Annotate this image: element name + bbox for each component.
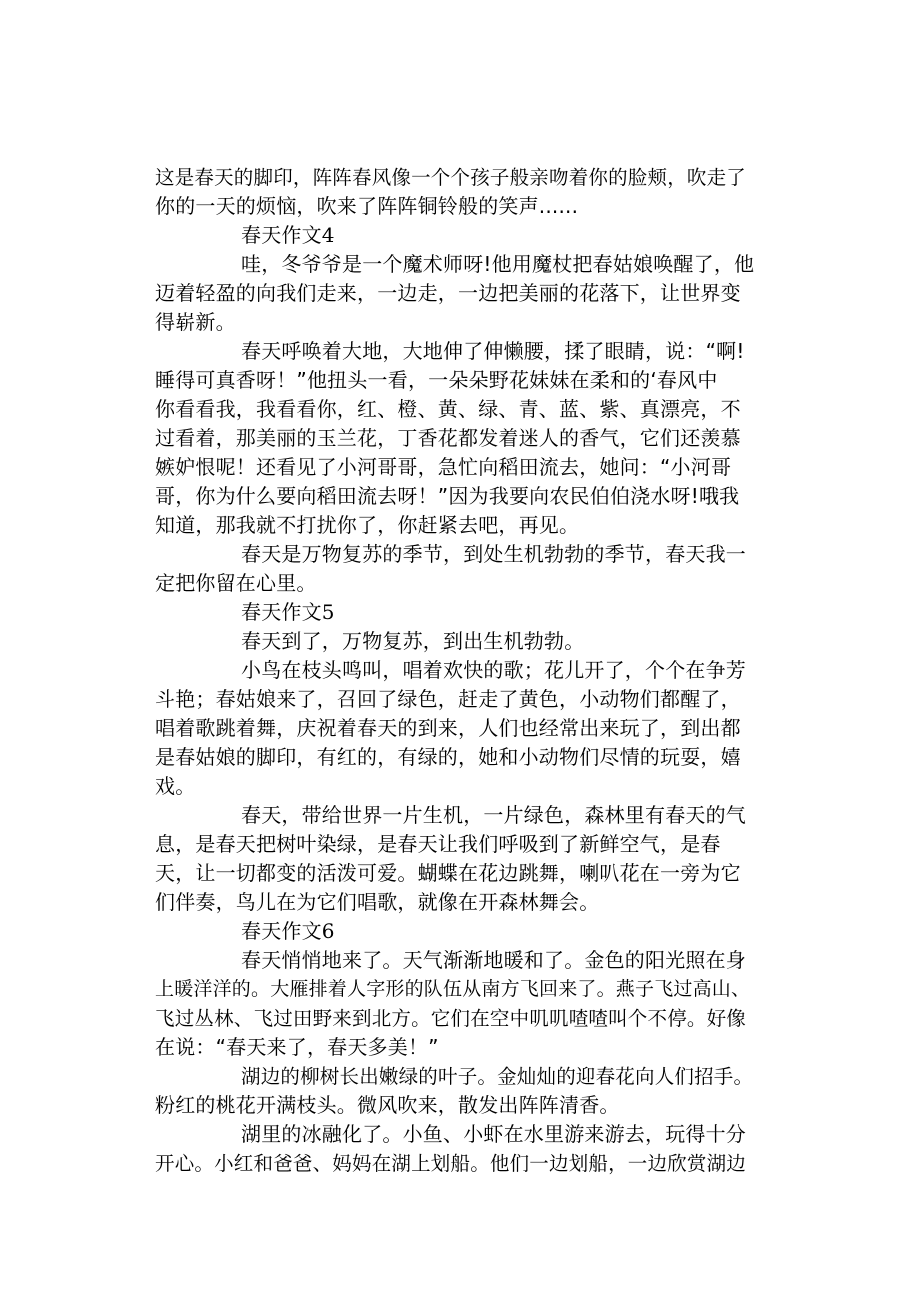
text-line: 春天呼唤着大地，大地伸了伸懒腰，揉了眼睛，说：“啊! — [241, 339, 745, 363]
text-line: 在说：“春天来了，春天多美！” — [155, 1035, 439, 1059]
text-line: 睡得可真香呀！”他扭头一看，一朵朵野花妹妹在柔和的‘春风中 — [155, 368, 718, 392]
section-heading: 春天作文4 — [241, 223, 335, 247]
text-line: 定把你留在心里。 — [155, 571, 317, 595]
text-line: 斗艳；春姑娘来了，召回了绿色，赶走了黄色，小动物们都醒了， — [155, 687, 741, 711]
text-line: 得崭新。 — [155, 310, 236, 334]
text-line: 粉红的桃花开满枝头。微风吹来，散发出阵阵清香。 — [155, 1093, 620, 1117]
text-line: 是春姑娘的脚印，有红的，有绿的，她和小动物们尽情的玩耍，嬉 — [155, 745, 741, 769]
text-line: 春天悄悄地来了。天气渐渐地暖和了。金色的阳光照在身 — [241, 948, 746, 972]
text-line: 哇，冬爷爷是一个魔术师呀!他用魔杖把春姑娘唤醒了，他 — [241, 252, 755, 276]
section-heading: 春天作文6 — [241, 919, 335, 943]
text-line: 这是春天的脚印，阵阵春风像一个个孩子般亲吻着你的脸颊，吹走了 — [155, 166, 747, 189]
section-heading: 春天作文5 — [241, 600, 335, 624]
text-line: 迈着轻盈的向我们走来，一边走，一边把美丽的花落下，让世界变 — [155, 281, 741, 305]
text-line: 飞过丛林、飞过田野来到北方。它们在空中叽叽喳喳叫个不停。好像 — [155, 1007, 747, 1030]
text-line: 哥，你为什么要向稻田流去呀！”因为我要向农民伯伯浇水呀!哦我 — [155, 484, 740, 508]
text-line: 春天，带给世界一片生机，一片绿色，森林里有春天的气 — [241, 803, 746, 827]
text-line: 上暖洋洋的。大雁排着人字形的队伍从南方飞回来了。燕子飞过高山、 — [155, 978, 751, 1000]
text-line: 过看着，那美丽的玉兰花，丁香花都发着迷人的香气，它们还羡慕 — [155, 426, 741, 450]
text-line: 天，让一切都变的活泼可爱。蝴蝶在花边跳舞，喇叭花在一旁为它 — [155, 861, 741, 885]
document-page — [155, 163, 755, 1178]
text-line: 开心。小红和爸爸、妈妈在湖上划船。他们一边划船，一边欣赏湖边 — [155, 1152, 747, 1175]
text-line: 春天是万物复苏的季节，到处生机勃勃的季节，春天我一 — [241, 542, 746, 566]
text-line: 你的一天的烦恼，吹来了阵阵铜铃般的笑声...... — [155, 194, 579, 218]
text-line: 唱着歌跳着舞，庆祝着春天的到来，人们也经常出来玩了，到出都 — [155, 716, 741, 740]
text-line: 小鸟在枝头鸣叫，唱着欢快的歌；花儿开了，个个在争芳 — [241, 658, 746, 682]
text-line: 戏。 — [155, 774, 196, 798]
text-line: 湖边的柳树长出嫩绿的叶子。金灿灿的迎春花向人们招手。 — [241, 1065, 754, 1088]
text-line: 湖里的冰融化了。小鱼、小虾在水里游来游去，玩得十分 — [241, 1122, 746, 1146]
text-line: 你看看我，我看看你，红、橙、黄、绿、青、蓝、紫、真漂亮，不 — [155, 397, 741, 421]
text-line: 们伴奏，鸟儿在为它们唱歌，就像在开森林舞会。 — [155, 890, 600, 914]
text-line: 春天到了，万物复苏，到出生机勃勃。 — [241, 629, 585, 653]
text-line: 息，是春天把树叶染绿，是春天让我们呼吸到了新鲜空气，是春 — [155, 832, 721, 856]
text-line: 知道，那我就不打扰你了，你赶紧去吧，再见。 — [155, 513, 580, 537]
text-line: 嫉妒恨呢！还看见了小河哥哥，急忙向稻田流去，她问：“小河哥 — [155, 455, 732, 479]
